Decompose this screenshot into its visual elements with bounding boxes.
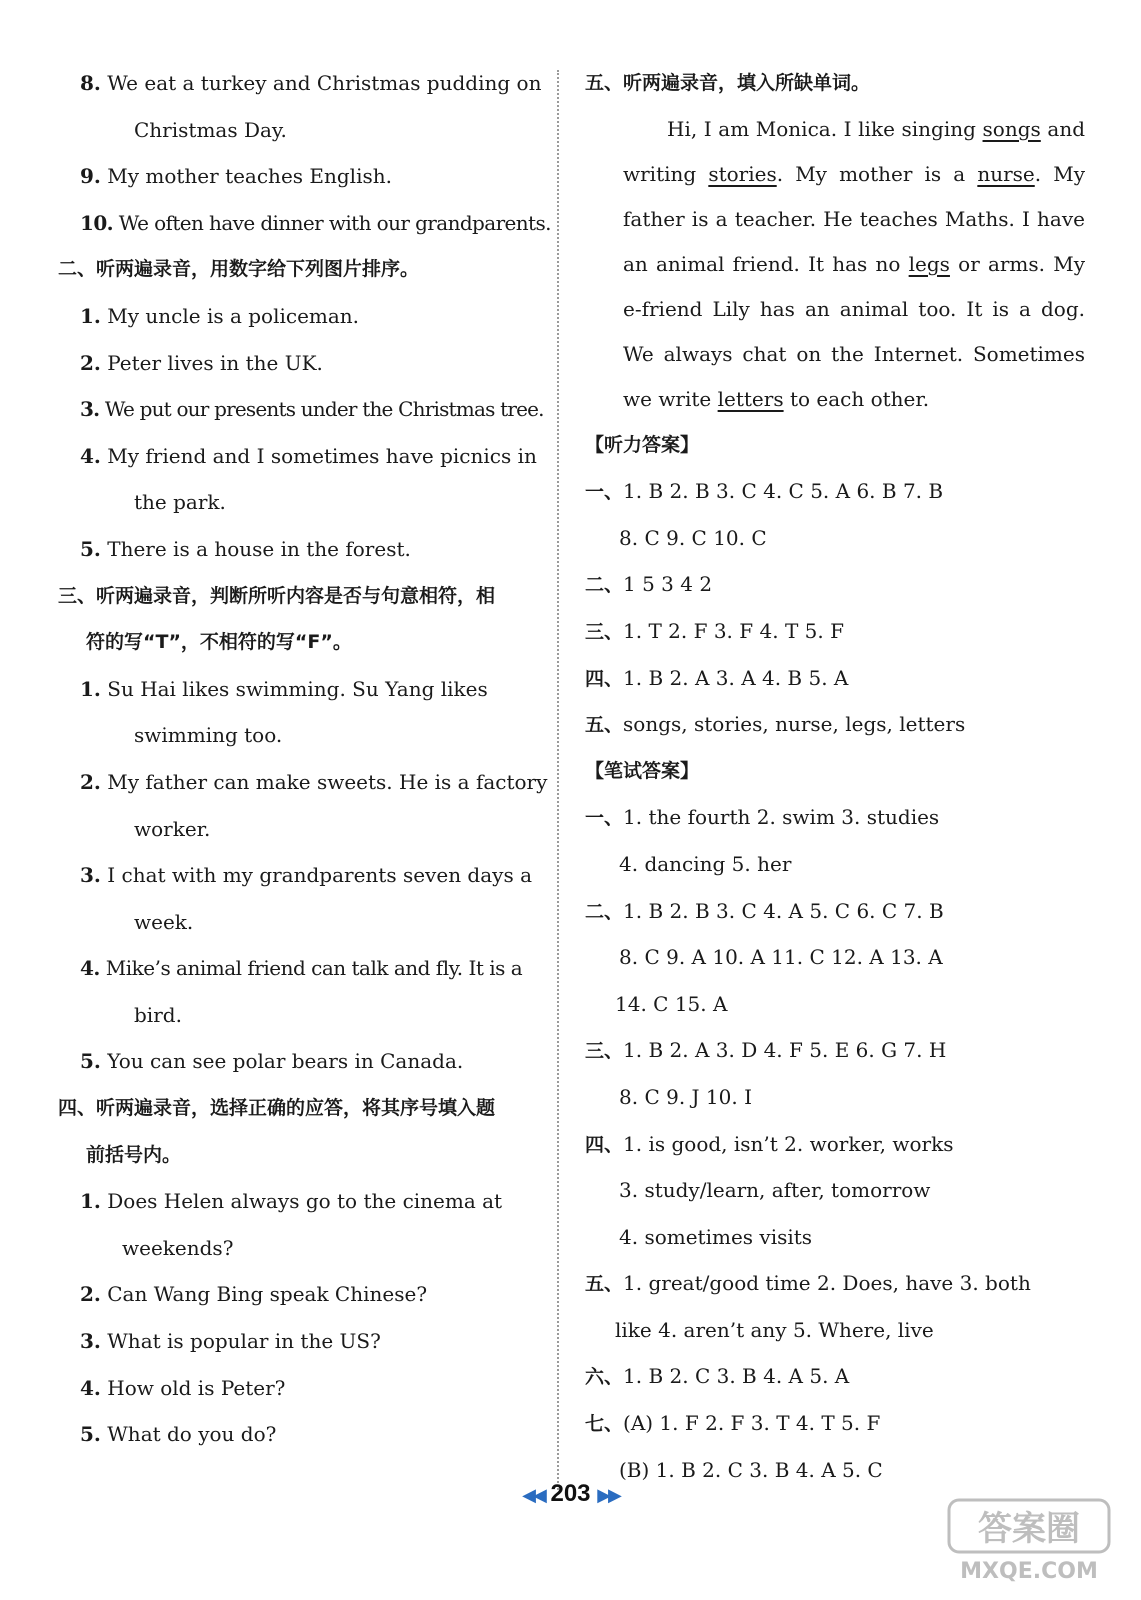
list-item: 2. My father can make sweets. He is a factory [80, 769, 548, 794]
list-item-continuation: weekends? [122, 1235, 234, 1260]
answer-row: 三、1. T 2. F 3. F 4. T 5. F [585, 618, 844, 643]
blank-answer: stories [708, 161, 777, 186]
list-item: 1. Su Hai likes swimming. Su Yang likes [80, 676, 488, 701]
answer-row: 二、1 5 3 4 2 [585, 572, 713, 597]
answer-row: 一、1. the fourth 2. swim 3. studies [585, 805, 940, 830]
watermark-logo [945, 1496, 1115, 1586]
answer-row: 8. C 9. J 10. I [619, 1084, 752, 1109]
next-page-arrows-icon: ▶▶ [597, 1485, 619, 1505]
list-item: 3. What is popular in the US? [80, 1329, 381, 1354]
section-5-title: 五、听两遍录音，填入所缺单词。 [585, 72, 871, 94]
answer-row: 3. study/learn, after, tomorrow [619, 1178, 931, 1203]
list-item: 5. You can see polar bears in Canada. [80, 1049, 464, 1074]
list-item: 4. My friend and I sometimes have picnics in [80, 443, 537, 468]
list-item: 8. We eat a turkey and Christmas pudding on [80, 71, 542, 95]
listening-passage: Hi, I am Monica. I like singing songs and writing stories. My mother is a nurse. My father is a teacher. He teaches Maths. I have an animal friend. It has no legs or arms. My e-friend Lily has an animal too. It is a dog. We always chat on the Internet. Sometimes we write letters to each other. [623, 116, 1086, 411]
list-item-continuation: swimming too. [134, 723, 283, 748]
answer-row: 4. dancing 5. her [619, 851, 792, 876]
list-item: 2. Can Wang Bing speak Chinese? [80, 1282, 428, 1307]
answer-row: 五、songs, stories, nurse, legs, letters [585, 712, 966, 737]
listening-answers-heading: 【听力答案】 [585, 433, 700, 456]
list-item: 9. My mother teaches English. [80, 164, 392, 189]
answer-row: 8. C 9. A 10. A 11. C 12. A 13. A [619, 945, 943, 970]
section-3-title-cont: 符的写“T”，不相符的写“F”。 [86, 631, 352, 654]
column-divider [557, 70, 559, 1490]
answer-row: 14. C 15. A [615, 991, 728, 1016]
blank-answer: legs [908, 251, 950, 276]
answer-row: 三、1. B 2. A 3. D 4. F 5. E 6. G 7. H [585, 1038, 947, 1063]
list-item: 3. We put our presents under the Christmas tree. [80, 397, 544, 422]
answer-row: 二、1. B 2. B 3. C 4. A 5. C 6. C 7. B [585, 898, 944, 923]
list-item: 2. Peter lives in the UK. [80, 350, 323, 375]
list-item: 10. We often have dinner with our grandparents. [80, 210, 551, 235]
answer-row: 8. C 9. C 10. C [619, 525, 767, 550]
list-item: 1. Does Helen always go to the cinema at [80, 1189, 503, 1214]
answer-row: 4. sometimes visits [619, 1224, 813, 1249]
blank-answer: songs [982, 116, 1041, 141]
answer-row: 一、1. B 2. B 3. C 4. C 5. A 6. B 7. B [585, 479, 944, 504]
list-item-continuation: bird. [134, 1002, 182, 1027]
section-3-title: 三、听两遍录音，判断所听内容是否与句意相符，相 [58, 584, 496, 607]
section-4-title-cont: 前括号内。 [86, 1143, 182, 1166]
watermark-text-url: MXQE.COM [960, 1559, 1098, 1584]
list-item: 5. What do you do? [80, 1422, 277, 1447]
list-item-continuation: worker. [134, 816, 211, 841]
answer-row: 五、1. great/good time 2. Does, have 3. both [585, 1271, 1031, 1296]
list-item: 4. How old is Peter? [80, 1375, 286, 1400]
list-item: 3. I chat with my grandparents seven days a [80, 863, 532, 888]
list-item-continuation: the park. [134, 490, 226, 515]
answer-row: 四、1. is good, isn’t 2. worker, works [585, 1131, 954, 1156]
blank-answer: nurse [977, 161, 1035, 186]
answer-row: 六、1. B 2. C 3. B 4. A 5. A [585, 1364, 850, 1389]
watermark-text-cn: 答案圈 [978, 1509, 1080, 1549]
written-answers-heading: 【笔试答案】 [585, 759, 700, 782]
list-item: 1. My uncle is a policeman. [80, 303, 360, 328]
list-item: 5. There is a house in the forest. [80, 536, 411, 561]
section-2-title: 二、听两遍录音，用数字给下列图片排序。 [58, 258, 420, 281]
list-item: 4. Mike’s animal friend can talk and fly. It is a [80, 956, 523, 981]
answer-row: 四、1. B 2. A 3. A 4. B 5. A [585, 665, 849, 690]
answer-row: like 4. aren’t any 5. Where, live [615, 1317, 934, 1342]
blank-answer: letters [717, 386, 784, 411]
section-4-title: 四、听两遍录音，选择正确的应答，将其序号填入题 [58, 1097, 496, 1120]
page-number: 203 [550, 1480, 591, 1507]
right-column [585, 60, 1085, 1493]
list-item-continuation: week. [134, 909, 194, 934]
answer-row: (B) 1. B 2. C 3. B 4. A 5. C [619, 1457, 883, 1482]
prev-page-arrows-icon: ◀◀ [522, 1485, 544, 1505]
answer-row: 七、(A) 1. F 2. F 3. T 4. T 5. F [585, 1411, 881, 1436]
list-item-continuation: Christmas Day. [134, 117, 287, 142]
left-column [58, 60, 551, 1458]
